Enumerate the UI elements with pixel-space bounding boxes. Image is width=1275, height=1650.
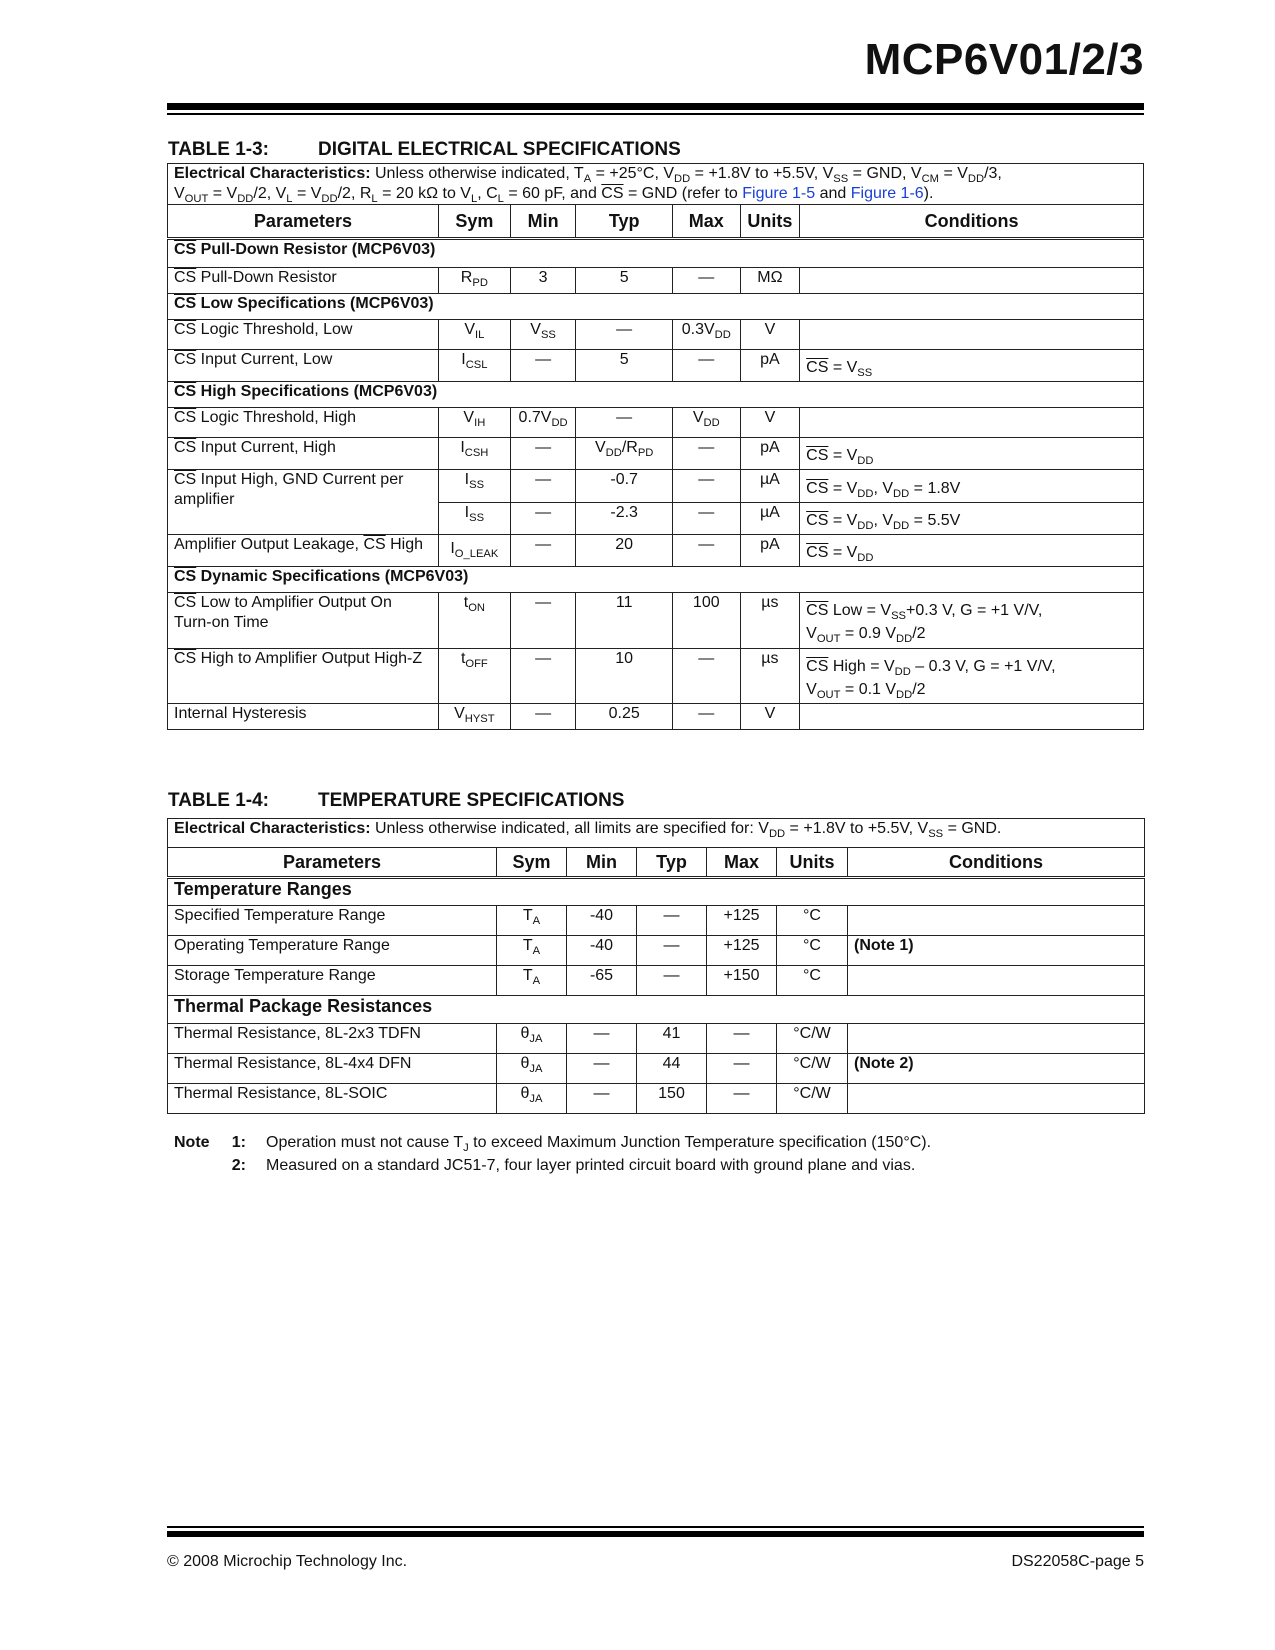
max-cell: +125	[707, 906, 777, 936]
cond-cell: $\overline{CS} = V_{DD}$, $V_{DD} = 5.5V$	[800, 503, 1144, 535]
param-cell: $\overline{CS}$ Input Current, Low	[168, 350, 439, 382]
min-cell: —	[510, 704, 576, 730]
units-cell: V	[740, 320, 800, 350]
footer-rule	[167, 1531, 1144, 1537]
cond-cell	[848, 1024, 1145, 1054]
units-cell: °C	[777, 936, 848, 966]
typ-cell: —	[637, 936, 707, 966]
typ-cell: 41	[637, 1024, 707, 1054]
section-row	[168, 239, 1144, 268]
max-cell: —	[672, 649, 740, 704]
sym-cell: $\theta_{JA}$	[497, 1054, 567, 1084]
max-cell: +150	[707, 966, 777, 996]
min-cell: —	[567, 1024, 637, 1054]
table-row	[168, 649, 1144, 704]
note-number: 2:	[231, 1157, 246, 1174]
table-row	[168, 535, 1144, 567]
col-max: Max	[672, 205, 740, 239]
section-title: $\overline{CS}$ High Specifications (MCP6V03)	[168, 382, 1144, 408]
param-cell: $\overline{CS}$ Input High, GND Current per amplifier	[168, 470, 439, 535]
table-notes	[174, 1131, 931, 1177]
typ-cell: 10	[576, 649, 672, 704]
param-cell: Thermal Resistance, 8L-SOIC	[168, 1084, 497, 1114]
min-cell: —	[510, 503, 576, 535]
col-min: Min	[567, 848, 637, 878]
table-number: TABLE 1-3:	[168, 139, 269, 160]
sym-cell: $I_{O\_LEAK}$	[438, 535, 510, 567]
sym-cell: $\theta_{JA}$	[497, 1084, 567, 1114]
table-row	[168, 350, 1144, 382]
units-cell: °C/W	[777, 1084, 848, 1114]
section-row	[168, 382, 1144, 408]
page-title: MCP6V01/2/3	[864, 35, 1144, 84]
section-title: $\overline{CS}$ Low Specifications (MCP6V03)	[168, 294, 1144, 320]
param-cell: $\overline{CS}$ Low to Amplifier Output On Turn-on Time	[168, 593, 439, 649]
copyright: © 2008 Microchip Technology Inc.	[167, 1553, 408, 1570]
col-units: Units	[777, 848, 848, 878]
note-text: Measured on a standard JC51-7, four layer printed circuit board with ground plane and vias.	[266, 1157, 916, 1174]
typ-cell: 44	[637, 1054, 707, 1084]
cond-cell: $\overline{CS} = V_{DD}$	[800, 438, 1144, 470]
sym-cell: $t_{ON}$	[438, 593, 510, 649]
typ-cell: 20	[576, 535, 672, 567]
sym-cell: $I_{SS}$	[438, 470, 510, 503]
ec-row	[168, 164, 1144, 205]
param-cell: $\overline{CS}$ Input Current, High	[168, 438, 439, 470]
table-row	[168, 966, 1145, 996]
typ-cell: -0.7	[576, 470, 672, 503]
typ-cell: $V_{DD}/R_{PD}$	[576, 438, 672, 470]
min-cell: —	[567, 1084, 637, 1114]
table-row	[168, 408, 1144, 438]
col-sym: Sym	[438, 205, 510, 239]
units-cell: °C/W	[777, 1054, 848, 1084]
col-typ: Typ	[637, 848, 707, 878]
max-cell: —	[672, 268, 740, 294]
max-cell: $V_{DD}$	[672, 408, 740, 438]
max-cell: $0.3V_{DD}$	[672, 320, 740, 350]
min-cell: $0.7V_{DD}$	[510, 408, 576, 438]
max-cell: —	[672, 350, 740, 382]
typ-cell: 5	[576, 268, 672, 294]
page-number: DS22058C-page 5	[1011, 1553, 1144, 1570]
units-cell: pA	[740, 350, 800, 382]
min-cell: $V_{SS}$	[510, 320, 576, 350]
max-cell: 100	[672, 593, 740, 649]
max-cell: —	[672, 503, 740, 535]
param-cell: Internal Hysteresis	[168, 704, 439, 730]
header-rule-thin	[167, 113, 1144, 115]
cond-cell: $\overline{CS}$ Low = $V_{SS}+0.3$ V, G = +1 V/V, $V_{OUT} = 0.9$ $V_{DD}/2$	[800, 593, 1144, 649]
param-cell: $\overline{CS}$ Logic Threshold, Low	[168, 320, 439, 350]
section-row	[168, 294, 1144, 320]
min-cell: —	[510, 350, 576, 382]
section-title: $\overline{CS}$ Pull-Down Resistor (MCP6V03)	[168, 239, 1144, 268]
max-cell: —	[672, 438, 740, 470]
table-title: DIGITAL ELECTRICAL SPECIFICATIONS	[318, 139, 681, 160]
table-row	[168, 593, 1144, 649]
note-1	[174, 1131, 931, 1154]
min-cell: 3	[510, 268, 576, 294]
typ-cell: 150	[637, 1084, 707, 1114]
section-title: Thermal Package Resistances	[168, 996, 1145, 1024]
cond-cell	[848, 1084, 1145, 1114]
table-number: TABLE 1-4:	[168, 790, 269, 811]
min-cell: -40	[567, 906, 637, 936]
typ-cell: —	[576, 408, 672, 438]
note-1-ref[interactable]: (Note 1)	[848, 936, 1145, 966]
sym-cell: $I_{CSH}$	[438, 438, 510, 470]
cond-cell: $\overline{CS}$ High = $V_{DD} - 0.3$ V, G = +1 V/V, $V_{OUT} = 0.1$ $V_{DD}/2$	[800, 649, 1144, 704]
typ-cell: 11	[576, 593, 672, 649]
col-parameters: Parameters	[168, 205, 439, 239]
max-cell: —	[672, 470, 740, 503]
param-cell: $\overline{CS}$ High to Amplifier Output High-Z	[168, 649, 439, 704]
note-2	[174, 1154, 931, 1177]
sym-cell: $\theta_{JA}$	[497, 1024, 567, 1054]
units-cell: °C/W	[777, 1024, 848, 1054]
col-min: Min	[510, 205, 576, 239]
table-row	[168, 268, 1144, 294]
cond-cell	[848, 906, 1145, 936]
param-cell: Operating Temperature Range	[168, 936, 497, 966]
cond-cell	[800, 408, 1144, 438]
figure-1-6-link[interactable]: Figure 1-6	[850, 185, 924, 202]
col-max: Max	[707, 848, 777, 878]
max-cell: —	[707, 1024, 777, 1054]
param-cell: Thermal Resistance, 8L-4x4 DFN	[168, 1054, 497, 1084]
note-2-ref[interactable]: (Note 2)	[848, 1054, 1145, 1084]
note-text: Operation must not cause $T_J$ to exceed Maximum Junction Temperature specification (150°C).	[266, 1134, 932, 1154]
table-row	[168, 470, 1144, 503]
sym-cell: $I_{CSL}$	[438, 350, 510, 382]
cond-cell: $\overline{CS} = V_{DD}$, $V_{DD} = 1.8V$	[800, 470, 1144, 503]
header-row	[168, 848, 1145, 878]
col-conditions: Conditions	[800, 205, 1144, 239]
sym-cell: $I_{SS}$	[438, 503, 510, 535]
units-cell: V	[740, 704, 800, 730]
typ-cell: —	[637, 906, 707, 936]
table-row	[168, 906, 1145, 936]
min-cell: —	[510, 470, 576, 503]
max-cell: —	[707, 1084, 777, 1114]
sym-cell: $V_{IL}$	[438, 320, 510, 350]
min-cell: —	[510, 649, 576, 704]
electrical-characteristics: Electrical Characteristics: Unless otherwise indicated, $T_A = +25^\circ C$, $V_{DD} = +1.8V$ to +5.5V, $V_{SS}$ = GND, $V_{CM} = V_{DD}/3$, $V_{OUT} = V_{DD}/2$, $V_L = V_{DD}/2$, $R_L = 20$ kΩ to $V_L$, $C_L = 60$ pF, and $\overline{CS}$ = GND (refer to Figure 1-5 and Figure 1-6).	[168, 164, 1144, 205]
units-cell: µs	[740, 593, 800, 649]
table-row	[168, 704, 1144, 730]
digital-specs-table	[167, 163, 1144, 730]
sym-cell: $T_A$	[497, 966, 567, 996]
units-cell: V	[740, 408, 800, 438]
min-cell: -65	[567, 966, 637, 996]
cond-cell: $\overline{CS} = V_{DD}$	[800, 535, 1144, 567]
typ-cell: -2.3	[576, 503, 672, 535]
section-title: Temperature Ranges	[168, 878, 1145, 906]
section-row	[168, 878, 1145, 906]
sym-cell: $T_A$	[497, 936, 567, 966]
sym-cell: $V_{HYST}$	[438, 704, 510, 730]
param-cell: $\overline{CS}$ Pull-Down Resistor	[168, 268, 439, 294]
min-cell: —	[510, 535, 576, 567]
note-number: 1:	[231, 1134, 246, 1151]
table-1-4-caption	[168, 791, 624, 810]
table-row	[168, 1024, 1145, 1054]
footer-rule-thin	[167, 1526, 1144, 1528]
section-row	[168, 996, 1145, 1024]
param-cell: Thermal Resistance, 8L-2x3 TDFN	[168, 1024, 497, 1054]
units-cell: °C	[777, 966, 848, 996]
header-row	[168, 205, 1144, 239]
typ-cell: 5	[576, 350, 672, 382]
units-cell: µA	[740, 470, 800, 503]
section-title: $\overline{CS}$ Dynamic Specifications (MCP6V03)	[168, 567, 1144, 593]
header-rule	[167, 103, 1144, 110]
temperature-specs-table	[167, 818, 1145, 1114]
sym-cell: $t_{OFF}$	[438, 649, 510, 704]
col-parameters: Parameters	[168, 848, 497, 878]
max-cell: +125	[707, 936, 777, 966]
units-cell: pA	[740, 535, 800, 567]
sym-cell: $R_{PD}$	[438, 268, 510, 294]
cond-cell	[800, 704, 1144, 730]
col-units: Units	[740, 205, 800, 239]
max-cell: —	[672, 535, 740, 567]
cond-cell	[848, 966, 1145, 996]
min-cell: —	[510, 438, 576, 470]
units-cell: µA	[740, 503, 800, 535]
typ-cell: 0.25	[576, 704, 672, 730]
typ-cell: —	[576, 320, 672, 350]
table-1-3-caption	[168, 140, 681, 159]
ec-row	[168, 819, 1145, 848]
table-row	[168, 320, 1144, 350]
units-cell: MΩ	[740, 268, 800, 294]
table-title: TEMPERATURE SPECIFICATIONS	[318, 790, 625, 811]
param-cell: $\overline{CS}$ Logic Threshold, High	[168, 408, 439, 438]
units-cell: °C	[777, 906, 848, 936]
units-cell: µs	[740, 649, 800, 704]
cond-cell	[800, 268, 1144, 294]
col-typ: Typ	[576, 205, 672, 239]
col-conditions: Conditions	[848, 848, 1145, 878]
param-cell: Specified Temperature Range	[168, 906, 497, 936]
electrical-characteristics: Electrical Characteristics: Unless otherwise indicated, all limits are specified for: $V_{DD} = +1.8V$ to +5.5V, $V_{SS}$ = GND.	[168, 819, 1145, 848]
figure-1-5-link[interactable]: Figure 1-5	[742, 185, 816, 202]
table-row	[168, 936, 1145, 966]
param-cell: Storage Temperature Range	[168, 966, 497, 996]
sym-cell: $T_A$	[497, 906, 567, 936]
min-cell: —	[510, 593, 576, 649]
col-sym: Sym	[497, 848, 567, 878]
units-cell: pA	[740, 438, 800, 470]
section-row	[168, 567, 1144, 593]
min-cell: —	[567, 1054, 637, 1084]
max-cell: —	[707, 1054, 777, 1084]
sym-cell: $V_{IH}$	[438, 408, 510, 438]
max-cell: —	[672, 704, 740, 730]
table-row	[168, 1054, 1145, 1084]
cond-cell: $\overline{CS} = V_{SS}$	[800, 350, 1144, 382]
param-cell: Amplifier Output Leakage, $\overline{CS}$ High	[168, 535, 439, 567]
table-row	[168, 1084, 1145, 1114]
note-label: Note	[174, 1134, 210, 1151]
table-row	[168, 438, 1144, 470]
typ-cell: —	[637, 966, 707, 996]
min-cell: -40	[567, 936, 637, 966]
cond-cell	[800, 320, 1144, 350]
